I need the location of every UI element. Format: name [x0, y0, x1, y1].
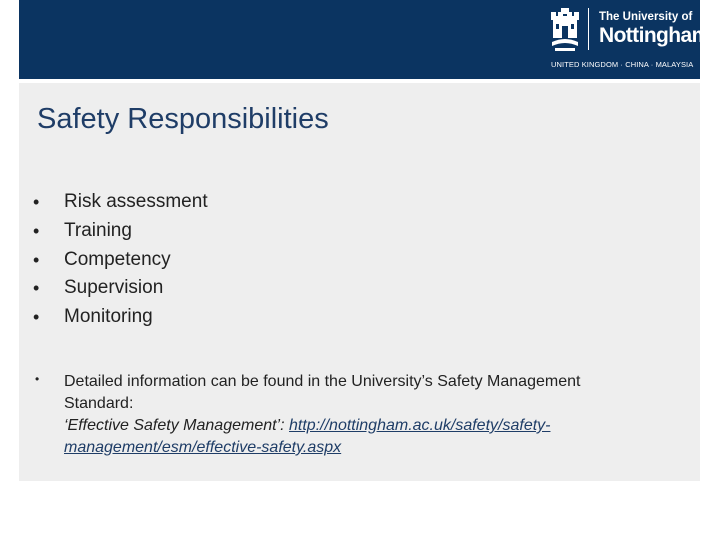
logo-line-2: Nottingham	[599, 24, 710, 47]
slide-content	[19, 83, 700, 481]
standard-separator: :	[280, 417, 285, 434]
bullet-text: Risk assessment	[64, 191, 208, 212]
bullet-text: Monitoring	[64, 306, 153, 328]
bullet-icon: •	[33, 307, 40, 328]
university-logo[interactable]	[549, 4, 709, 72]
bullet-icon: •	[33, 278, 40, 299]
bullet-text: Competency	[64, 248, 171, 270]
standard-title: ‘Effective Safety Management’	[64, 417, 281, 434]
info-note-text	[64, 371, 624, 459]
safety-standard-link[interactable]: http://nottingham.ac.uk/safety/safety-management/esm/effective-safety.aspx	[64, 417, 551, 456]
castle-crest-icon	[549, 6, 581, 54]
bullet-icon: •	[33, 192, 40, 212]
header-banner	[19, 0, 710, 79]
slide-title: Safety Responsibilities	[37, 103, 329, 135]
logo-tagline: UNITED KINGDOM · CHINA · MALAYSIA	[551, 60, 694, 69]
bullet-icon: •	[33, 249, 40, 270]
logo-divider	[588, 8, 589, 50]
logo-line-1: The University of	[599, 11, 693, 23]
bullet-icon: •	[35, 372, 40, 386]
bullet-icon: •	[33, 220, 40, 241]
bullet-text: Supervision	[64, 277, 164, 299]
bullet-text: Training	[64, 219, 132, 241]
info-note-body: Detailed information can be found in the University’s Safety Management Standard:	[64, 373, 581, 412]
